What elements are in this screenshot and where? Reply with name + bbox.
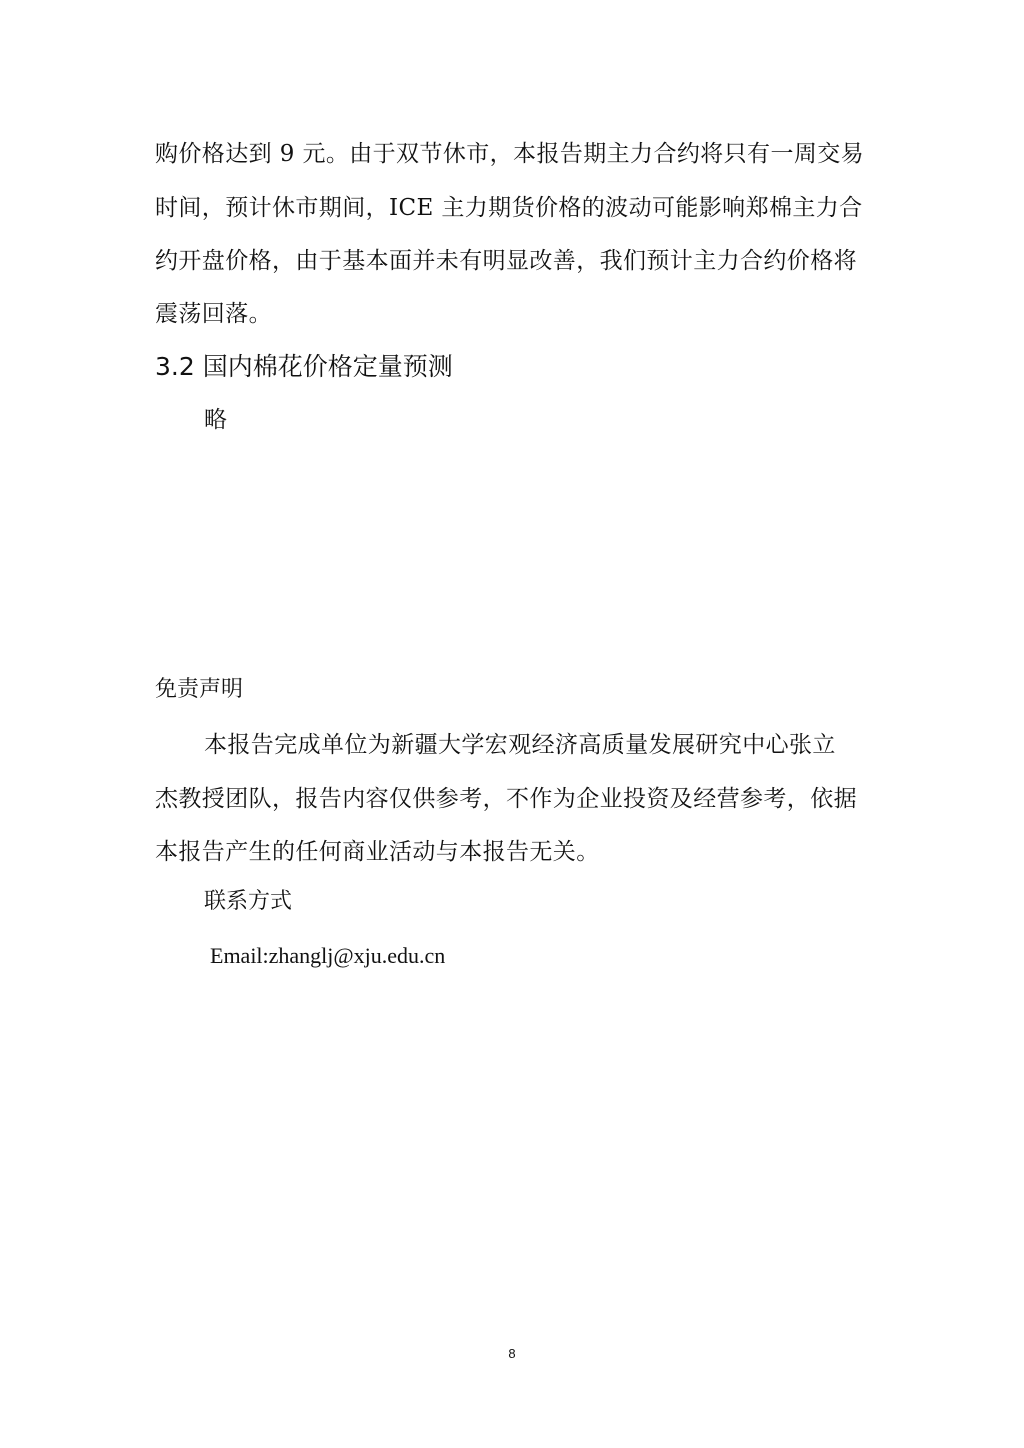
paragraph-line-4: 震荡回落。 bbox=[155, 301, 272, 327]
disclaimer-line-1: 本报告完成单位为新疆大学宏观经济高质量发展研究中心张立 bbox=[204, 732, 836, 758]
page-number: 8 bbox=[508, 1346, 516, 1361]
disclaimer-line-3: 本报告产生的任何商业活动与本报告无关。 bbox=[155, 839, 600, 865]
contact-title: 联系方式 bbox=[204, 889, 293, 914]
disclaimer-title: 免责声明 bbox=[155, 677, 244, 702]
section-body: 略 bbox=[204, 407, 228, 433]
section-heading: 3.2 国内棉花价格定量预测 bbox=[155, 352, 453, 381]
paragraph-line-1: 购价格达到 9 元。由于双节休市，本报告期主力合约将只有一周交易 bbox=[155, 141, 865, 167]
disclaimer-line-2: 杰教授团队，报告内容仅供参考，不作为企业投资及经营参考，依据 bbox=[155, 786, 857, 812]
paragraph-line-3: 约开盘价格，由于基本面并未有明显改善，我们预计主力合约价格将 bbox=[155, 248, 857, 274]
contact-email: Email:zhanglj@xju.edu.cn bbox=[210, 943, 446, 968]
paragraph-line-2: 时间，预计休市期间，ICE 主力期货价格的波动可能影响郑棉主力合 bbox=[155, 195, 863, 221]
